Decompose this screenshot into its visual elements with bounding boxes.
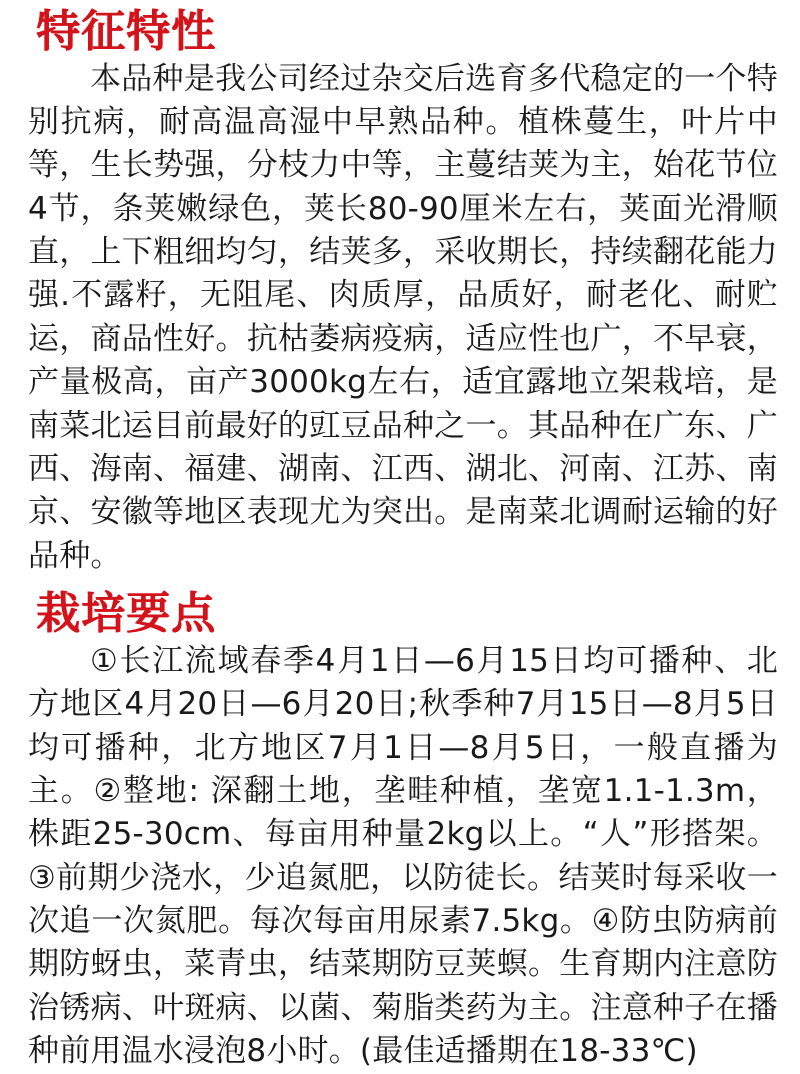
section-features [28, 8, 778, 578]
section-cultivation-body: ①长江流域春季4月1日—6月15日均可播种、北方地区4月20日—6月20日;秋季种7月15日—8月5日均可播种，北方地区7月1日—8月5日，一般直播为主。②整地: 深翻土地，垄畦种植，垄宽1.1-1.3m，株距25-30cm、每亩用种量2kg以上。“人”形搭架。③前期少浇水，少追氮肥，以防徒长。结荚时每采收一次追一次氮肥。每次每亩用尿素7.5kg。④防虫防病前期防蚜虫，菜青虫，结菜期防豆荚螟。生育期内注意防治锈病、叶斑病、以菌、菊脂类药为主。注意种子在播种前用温水浸泡8小时。(最佳适播期在18-33℃) [28, 642, 778, 1070]
section-features-title: 特征特性 [36, 6, 216, 57]
section-features-body: 本品种是我公司经过杂交后选育多代稳定的一个特别抗病，耐高温高湿中早熟品种。植株蔓生，叶片中等，生长势强，分枝力中等，主蔓结荚为主，始花节位4节，条荚嫩绿色，荚长80-90厘米左右，荚面光滑顺直，上下粗细均匀，结荚多，采收期长，持续翻花能力强.不露籽，无阻尾、肉质厚，品质好，耐老化、耐贮运，商品性好。抗枯萎病疫病，适应性也广，不早衰，产量极高，亩产3000kg左右，适宜露地立架栽培，是南菜北运目前最好的豇豆品种之一。其品种在广东、广西、海南、福建、湖南、江西、湖北、河南、江苏、南京、安徽等地区表现尤为突出。是南菜北调耐运输的好品种。 [28, 60, 778, 574]
section-cultivation-title: 栽培要点 [36, 588, 216, 640]
section-cultivation [28, 590, 778, 1073]
